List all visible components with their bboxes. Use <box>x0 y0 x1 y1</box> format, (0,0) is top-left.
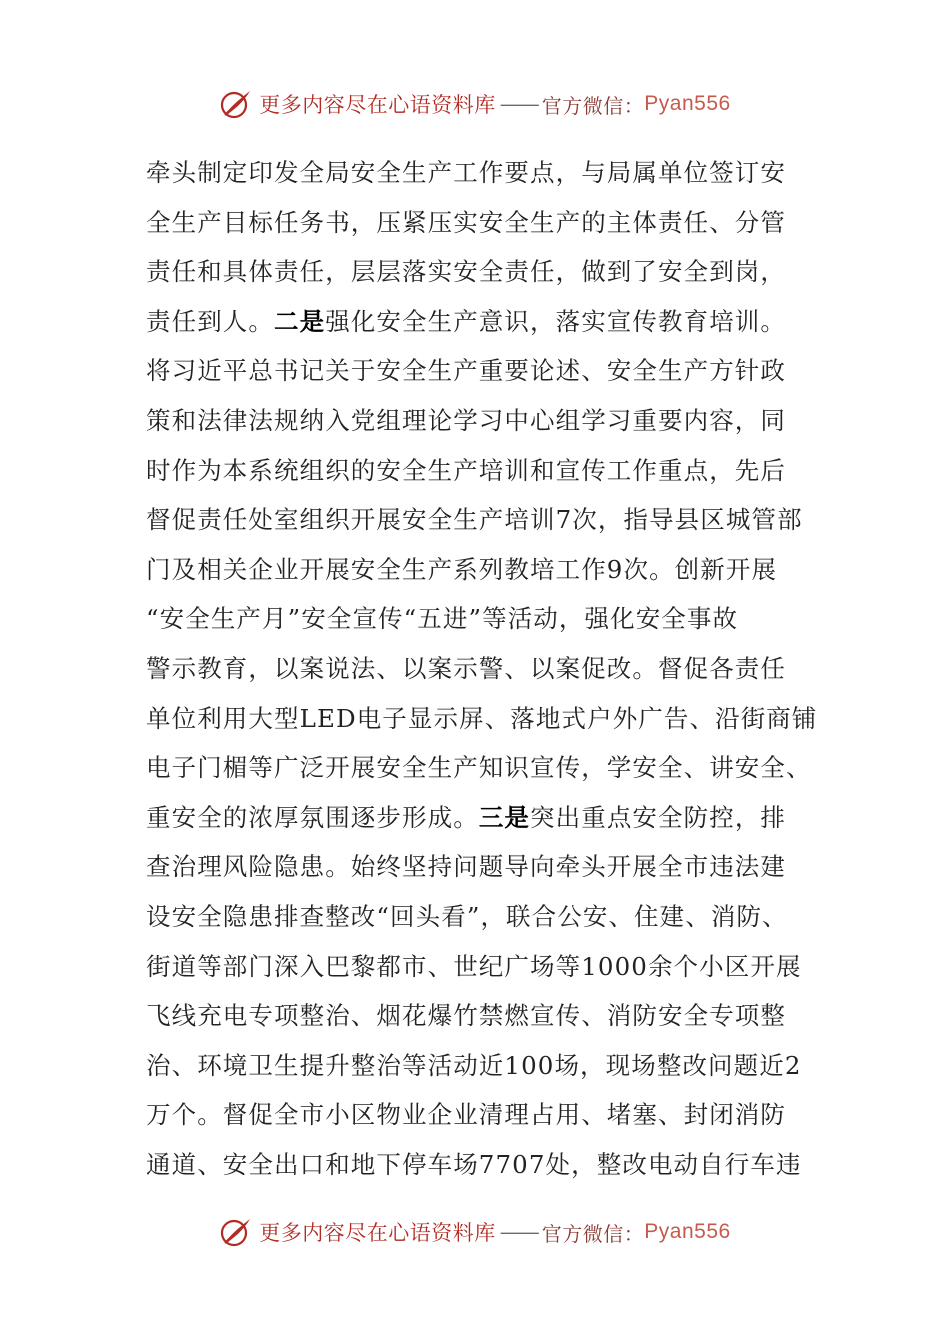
header-brand-text: 更多内容尽在心语资料库 <box>259 93 496 117</box>
quill-logo-icon <box>219 87 253 121</box>
emphasis-text: 三是 <box>478 802 531 832</box>
line-text: 突出重点安全防控，排 <box>530 802 787 832</box>
line-text: 查治理风险隐患。始终坚持问题导向牵头开展全市违法建 <box>146 852 786 882</box>
header-wechat-label: 官方微信： <box>541 93 645 118</box>
body-line <box>146 942 826 992</box>
body-line <box>146 694 826 744</box>
header-dash: —— <box>499 92 538 116</box>
body-line <box>146 743 826 793</box>
body-line <box>146 495 826 545</box>
line-text: 时作为本系统组织的安全生产培训和宣传工作重点，先后 <box>146 455 786 485</box>
line-text: 街道等部门深入巴黎都市、世纪广场等1000余个小区开展 <box>146 951 802 981</box>
body-line <box>146 446 826 496</box>
body-line <box>146 396 826 446</box>
body-line <box>146 842 826 892</box>
header-banner <box>0 84 950 124</box>
line-text: 警示教育，以案说法、以案示警、以案促改。督促各责任 <box>146 653 786 683</box>
line-text: 策和法律法规纳入党组理论学习中心组学习重要内容，同 <box>146 405 786 435</box>
line-text: 单位利用大型LED电子显示屏、落地式户外广告、沿街商铺 <box>146 703 818 733</box>
line-text: 全生产目标任务书，压紧压实安全生产的主体责任、分管 <box>146 207 786 237</box>
emphasis-text: 二是 <box>274 306 326 336</box>
line-text: 设安全隐患排查整改“回头看”，联合公安、住建、消防、 <box>146 901 788 931</box>
line-text: “安全生产月”安全宣传“五进”等活动，强化安全事故 <box>146 604 739 634</box>
body-line <box>146 198 826 248</box>
line-text: 门及相关企业开展安全生产系列教培工作9次。创新开展 <box>146 554 778 584</box>
footer-brand-text: 更多内容尽在心语资料库 <box>259 1221 496 1245</box>
line-text: 强化安全生产意识，落实宣传教育培训。 <box>325 306 787 336</box>
line-text: 通道、安全出口和地下停车场7707处，整改电动自行车违 <box>146 1149 802 1179</box>
footer-banner <box>0 1212 950 1252</box>
body-line <box>146 1090 826 1140</box>
body-line <box>146 892 826 942</box>
line-text: 电子门楣等广泛开展安全生产知识宣传，学安全、讲安全、 <box>146 753 812 783</box>
footer-dash: —— <box>499 1220 538 1244</box>
footer-wechat-id: Pyan556 <box>644 1220 731 1243</box>
body-line <box>146 247 826 297</box>
footer-wechat-label: 官方微信： <box>541 1221 645 1246</box>
line-text: 责任到人。 <box>146 306 274 336</box>
body-line <box>146 991 826 1041</box>
body-line <box>146 594 826 644</box>
line-text: 万个。督促全市小区物业企业清理占用、堵塞、封闭消防 <box>146 1100 786 1130</box>
line-text: 重安全的浓厚氛围逐步形成。 <box>146 802 479 832</box>
line-text: 牵头制定印发全局安全生产工作要点，与局属单位签订安 <box>146 158 786 187</box>
body-line <box>146 1140 826 1190</box>
body-line <box>146 346 826 396</box>
body-line <box>146 793 826 843</box>
header-wechat-id: Pyan556 <box>644 92 731 115</box>
body-line <box>146 148 826 198</box>
body-line <box>146 297 826 347</box>
body-line <box>146 545 826 595</box>
line-text: 将习近平总书记关于安全生产重要论述、安全生产方针政 <box>146 356 786 386</box>
body-line <box>146 644 826 694</box>
body-line <box>146 1041 826 1091</box>
line-text: 督促责任处室组织开展安全生产培训7次，指导县区城管部 <box>146 505 803 535</box>
line-text: 飞线充电专项整治、烟花爆竹禁燃宣传、消防安全专项整 <box>146 1001 786 1031</box>
line-text: 治、环境卫生提升整治等活动近100场，现场整改问题近2 <box>146 1050 802 1080</box>
line-text: 责任和具体责任，层层落实安全责任，做到了安全到岗， <box>146 257 786 287</box>
quill-logo-icon <box>219 1215 253 1249</box>
body-text <box>146 148 826 1189</box>
